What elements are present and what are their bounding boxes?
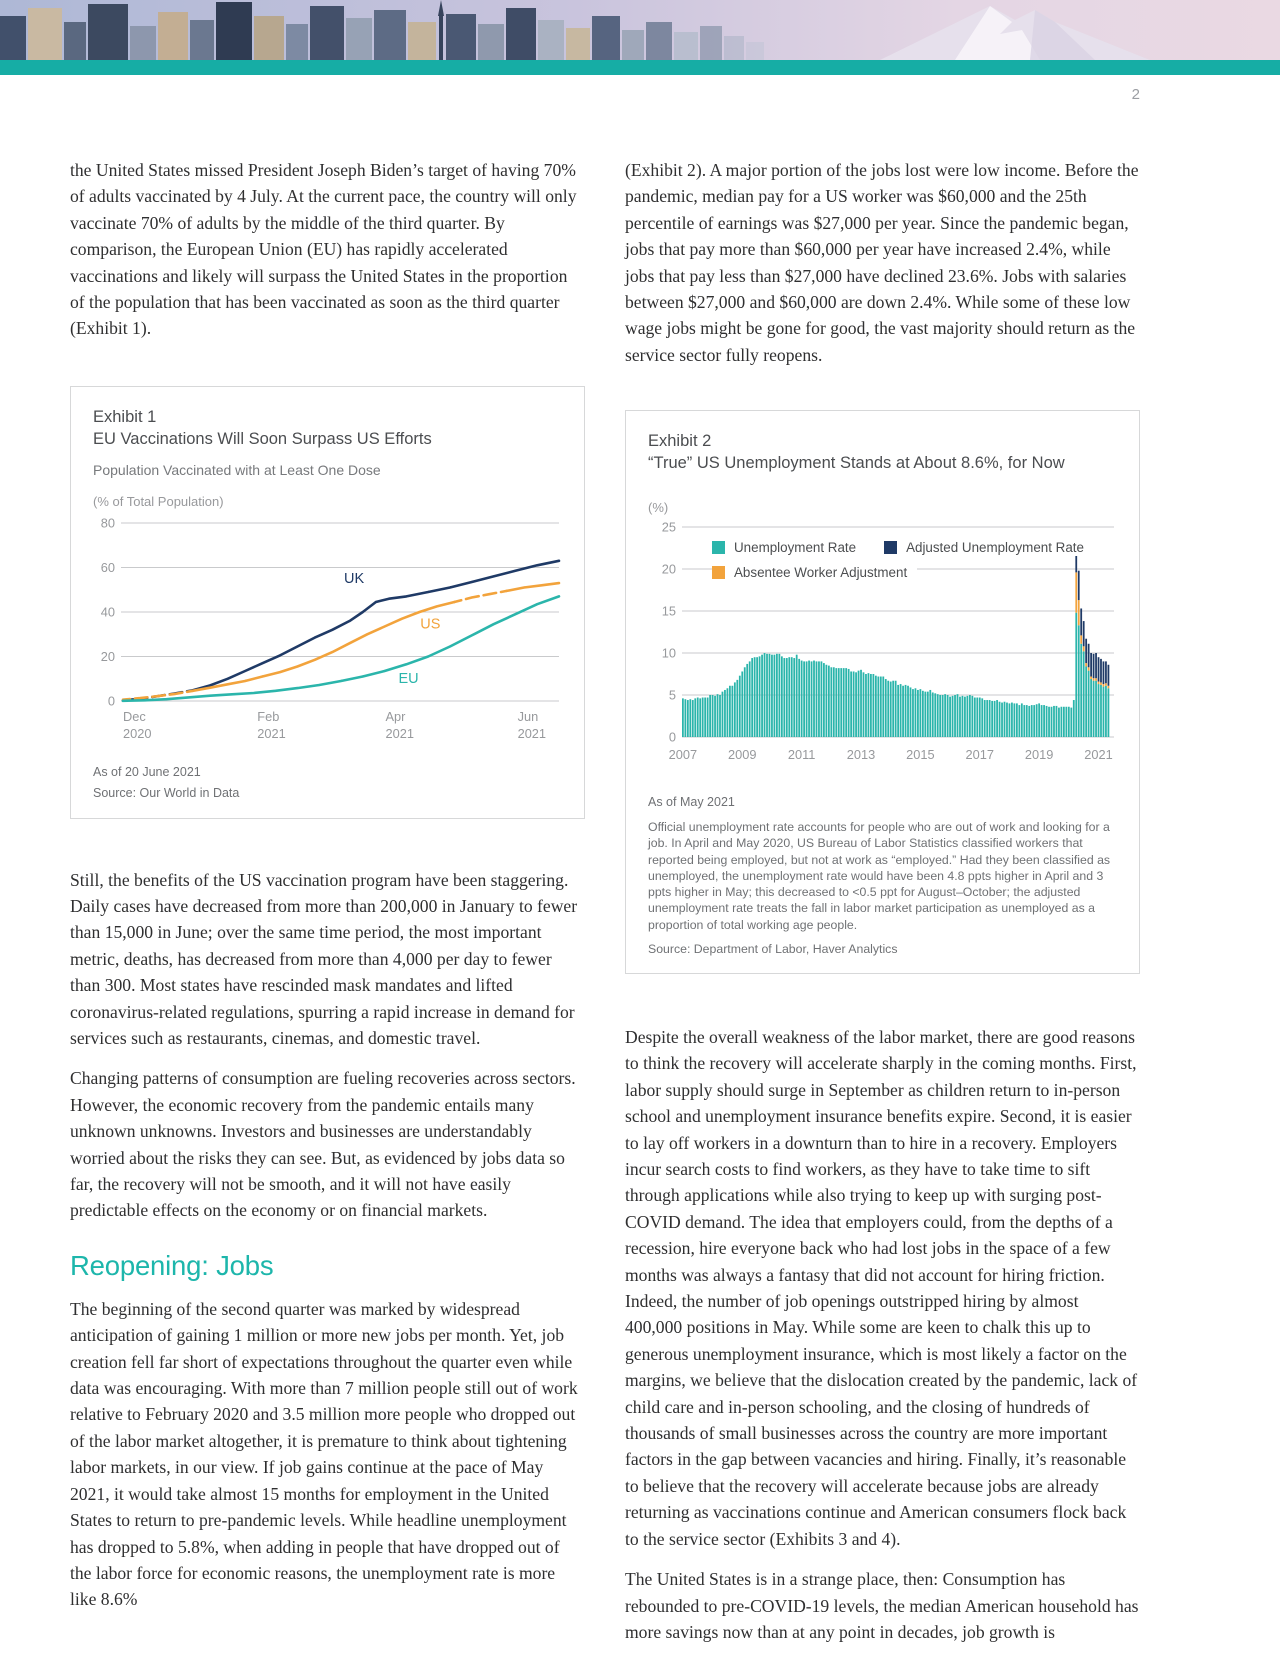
legend-row bbox=[712, 564, 917, 581]
legend-label: Adjusted Unemployment Rate bbox=[906, 540, 1084, 556]
exhibit1-card bbox=[70, 386, 585, 819]
svg-text:20: 20 bbox=[100, 649, 115, 665]
exhibit1-title: EU Vaccinations Will Soon Surpass US Efforts bbox=[93, 429, 432, 448]
legend-label: Unemployment Rate bbox=[734, 540, 857, 556]
legend-item-absentee-adjustment bbox=[712, 565, 907, 580]
svg-text:Apr: Apr bbox=[385, 709, 406, 725]
svg-text:Jun: Jun bbox=[517, 709, 539, 725]
svg-text:80: 80 bbox=[100, 515, 115, 531]
svg-text:2011: 2011 bbox=[787, 747, 816, 763]
svg-text:EU: EU bbox=[398, 671, 419, 688]
svg-text:5: 5 bbox=[668, 687, 676, 703]
two-column-content bbox=[0, 157, 1140, 1656]
svg-text:0: 0 bbox=[668, 729, 676, 745]
exhibit1-source: Source: Our World in Data bbox=[93, 785, 240, 800]
skyline-banner-image bbox=[0, 0, 1280, 60]
svg-text:2019: 2019 bbox=[1024, 747, 1054, 763]
column-left bbox=[70, 157, 585, 1656]
legend-label: Absentee Worker Adjustment bbox=[734, 565, 908, 581]
exhibit2-source: Source: Department of Labor, Haver Analytics bbox=[648, 941, 898, 956]
svg-text:10: 10 bbox=[661, 645, 676, 661]
vaccination-line-chart bbox=[93, 511, 563, 749]
legend-item-adjusted-rate bbox=[884, 540, 1084, 555]
adjusted-unemployment-rate-swatch bbox=[884, 541, 897, 554]
svg-text:2020: 2020 bbox=[123, 726, 152, 742]
paragraph: Changing patterns of consumption are fueling recoveries across sectors. However, the economic recovery from the pandemic entails many unknown unknowns. Investors and businesses are understandably worried about the risks they can see. But, as evidenced by jobs data so far, the recovery will not be smooth, and it will not have easily predictable effects on the economy or on financial markets. bbox=[70, 1068, 576, 1221]
svg-text:2007: 2007 bbox=[668, 747, 698, 763]
exhibit2-chart bbox=[648, 517, 1117, 784]
paragraph: The United States is in a strange place, then: Consumption has rebounded to pre-COVID-19 levels, the median American household has more savings now than at any point in decades, job growth is bbox=[625, 1569, 1139, 1642]
svg-text:2015: 2015 bbox=[906, 747, 935, 763]
paragraph: the United States missed President Joseph Biden’s target of having 70% of adults vaccinated by 4 July. At the current pace, the country will only vaccinate 70% of adults by the middle of the third quarter. By comparison, the European Union (EU) has rapidly accelerated vaccinations and likely will surpass the United States in the proportion of the population that has been vaccinated as soon as the third quarter (Exhibit 1). bbox=[70, 160, 577, 339]
svg-text:Feb: Feb bbox=[257, 709, 280, 725]
svg-text:UK: UK bbox=[344, 571, 365, 588]
exhibit2-title: “True” US Unemployment Stands at About 8.6%, for Now bbox=[648, 454, 1065, 473]
svg-text:2017: 2017 bbox=[965, 747, 995, 763]
exhibit2-card bbox=[625, 410, 1140, 974]
svg-text:2009: 2009 bbox=[728, 747, 757, 763]
paragraph: (Exhibit 2). A major portion of the jobs lost were low income. Before the pandemic, median pay for a US worker was $60,000 and the 25th percentile of earnings was $27,000 per year. Since the pandemic began, jobs that pay more than $60,000 per year have increased 2.4%, while jobs that pay less than $27,000 have declined 23.6%. Jobs with salaries between $27,000 and $60,000 are down 2.4%. While some of these low wage jobs might be gone for good, the vast majority should return as the service sector fully reopens. bbox=[625, 160, 1139, 365]
svg-text:2021: 2021 bbox=[1084, 747, 1113, 763]
unemployment-rate-swatch bbox=[712, 541, 725, 554]
svg-text:2013: 2013 bbox=[846, 747, 876, 763]
svg-text:20: 20 bbox=[661, 561, 676, 577]
absentee-worker-adjustment-swatch bbox=[712, 566, 725, 579]
svg-text:US: US bbox=[420, 616, 441, 633]
exhibit1-chart bbox=[93, 511, 562, 754]
legend-row bbox=[712, 539, 1094, 556]
exhibit1-label: Exhibit 1 bbox=[93, 407, 157, 426]
teal-divider bbox=[0, 60, 1280, 75]
exhibit1-asof: As of 20 June 2021 bbox=[93, 765, 201, 780]
svg-text:60: 60 bbox=[100, 560, 115, 576]
svg-text:2021: 2021 bbox=[257, 726, 286, 742]
legend-item-unemployment-rate bbox=[712, 540, 856, 555]
page-number: 2 bbox=[1131, 86, 1140, 103]
exhibit2-footnote: Official unemployment rate accounts for people who are out of work and looking for a job. In April and May 2020, US Bureau of Labor Statistics classified workers that reported being employed, but not at work as “employed.” Had they been classified as unemployed, the unemployment rate would have been 4.8 ppts higher in April and 3 ppts higher in May; this decreased to <0.5 ppt for August–October; the adjusted unemployment rate treats the fall in labor market participation as unemployed as a proportion of total working age people. bbox=[648, 820, 1111, 932]
paragraph: Still, the benefits of the US vaccination program have been staggering. Daily cases have decreased from more than 200,000 in January to fewer than 15,000 in June; over the same time period, the most important metric, deaths, has decreased from more than 4,000 per day to fewer than 300. Most states have rescinded mask mandates and lifted coronavirus-related regulations, spurring a rapid increase in demand for services such as restaurants, cinemas, and domestic travel. bbox=[70, 869, 578, 1048]
paragraph: The beginning of the second quarter was marked by widespread anticipation of gaining 1 million or more new jobs per month. Yet, job creation fell far short of expectations throughout the quarter even while data was encouraging. With more than 7 million people still out of work relative to February 2020 and 3.5 million more people who dropped out of the labor market altogether, it is premature to think about tightening labor markets, in our view. If job gains continue at the pace of May 2021, it would take almost 15 months for employment in the United States to return to pre-pandemic levels. While headline unemployment has dropped to 5.8%, when adding in people that have dropped out of the labor force for economic reasons, the unemployment rate is more like 8.6% bbox=[70, 1298, 578, 1610]
column-right bbox=[625, 157, 1140, 1656]
svg-text:0: 0 bbox=[107, 693, 115, 709]
exhibit2-label: Exhibit 2 bbox=[648, 432, 712, 451]
svg-text:40: 40 bbox=[100, 604, 115, 620]
svg-text:25: 25 bbox=[661, 519, 676, 535]
exhibit2-unit-label: (%) bbox=[648, 500, 669, 516]
exhibit2-asof: As of May 2021 bbox=[648, 795, 735, 810]
exhibit2-legend bbox=[712, 539, 1094, 581]
exhibit1-subtitle: Population Vaccinated with at Least One Dose bbox=[93, 462, 381, 479]
svg-text:2021: 2021 bbox=[517, 726, 547, 742]
svg-text:2021: 2021 bbox=[385, 726, 414, 742]
section-heading-reopening-jobs: Reopening: Jobs bbox=[70, 1249, 274, 1281]
svg-text:Dec: Dec bbox=[123, 709, 146, 725]
svg-text:15: 15 bbox=[661, 603, 676, 619]
exhibit1-unit-label: (% of Total Population) bbox=[93, 494, 224, 510]
paragraph: Despite the overall weakness of the labor market, there are good reasons to think the recovery will accelerate sharply in the coming months. First, labor supply should surge in September as children return to in-person school and unemployment insurance benefits expire. Second, it is easier to lay off workers in a downturn than to hire in a recovery. Employers incur search costs to find workers, as they have to take time to sift through applications while also trying to keep up with surging post-COVID demand. The idea that employers could, from the depths of a recession, hire everyone back who had lost jobs in the space of a few months was always a fantasy that did not account for hiring friction. Indeed, the number of job openings outstripped hiring by almost 400,000 positions in May. While some are keen to chalk this up to generous unemployment insurance, which is most likely a factor on the margins, we believe that the dislocation created by the pandemic, lack of child care and in-person schooling, and the closing of hundreds of thousands of small businesses across the country are more important factors in the gap between vacancies and hiring. Finally, it’s reasonable to believe that the recovery will accelerate because jobs are already returning as vaccinations continue and American consumers flock back to the service sector (Exhibits 3 and 4). bbox=[625, 1026, 1138, 1549]
